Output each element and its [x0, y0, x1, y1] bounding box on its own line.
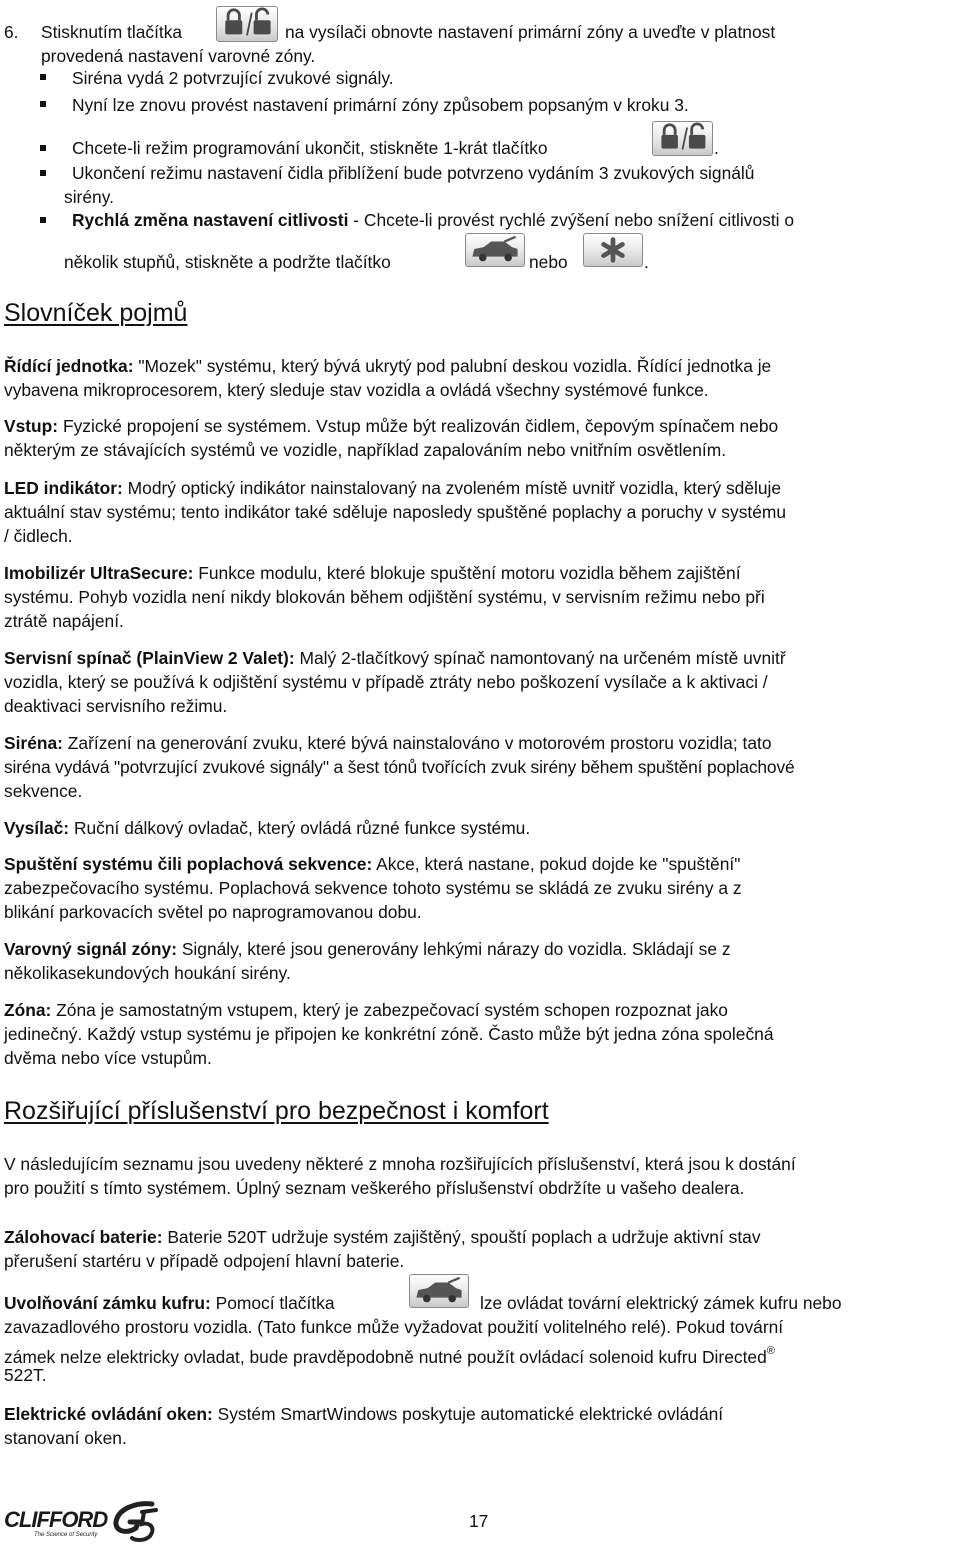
step-text-line1a: Stisknutím tlačítka [41, 22, 183, 42]
bullet-icon [40, 217, 46, 223]
bullet-5-nebo: nebo [529, 252, 568, 272]
term-definition: Malý 2-tlačítkový spínač namontovaný na určeném místě uvnitř [294, 648, 786, 668]
bullet-4-text-line2: sirény. [64, 187, 114, 207]
bullet-3-end: . [714, 138, 719, 158]
term-label: Siréna: [4, 733, 63, 753]
glossary-term-7 [4, 816, 530, 840]
term-label: Spuštění systému čili poplachová sekvence: [4, 854, 373, 874]
term-label: LED indikátor: [4, 478, 123, 498]
glossary-term-1 [4, 354, 771, 378]
lock-unlock-icon [216, 6, 278, 42]
bullet-5-bold: Rychlá změna nastavení citlivosti [72, 210, 349, 230]
term-label: Řídící jednotka: [4, 356, 134, 376]
term-definition-line: vozidla, který se používá k odjištění systému v případě ztráty nebo poškození vysílače a k aktivaci / [4, 672, 768, 692]
step-text-line1b: na vysílači obnovte nastavení primární zóny a uveďte v platnost [285, 22, 776, 42]
term-definition-line: stanovaní oken. [4, 1428, 127, 1448]
term-definition-line: jedinečný. Každý vstup systému je připojen ke konkrétní zóně. Často může být jedna zóna společná [4, 1024, 774, 1044]
term-definition: Pomocí tlačítka [210, 1293, 335, 1313]
accessory-2 [4, 1291, 335, 1315]
term-label: Uvolňování zámku kufru: [4, 1293, 211, 1313]
term-definition-line: přerušení startéru v případě odpojení hlavní baterie. [4, 1251, 405, 1271]
term-definition: Zařízení na generování zvuku, které bývá nainstalováno v motorovém prostoru vozidla; tato [62, 733, 772, 753]
g5-emblem-icon [108, 1500, 160, 1542]
glossary-term-3 [4, 476, 781, 500]
bullet-4-text-line1: Ukončení režimu nastavení čidla přiblížení bude potvrzeno vydáním 3 zvukových signálů [72, 163, 755, 183]
bullet-5-rest: - Chcete-li provést rychlé zvýšení nebo snížení citlivosti o [348, 210, 795, 230]
car-trunk-icon [409, 1274, 469, 1308]
bullet-icon [40, 170, 46, 176]
term-definition-line: siréna vydává "potvrzující zvukové signály" a šest tónů tvořících zvuk sirény během spuštění poplachové [4, 757, 795, 777]
term-definition: Signály, které jsou generovány lehkými nárazy do vozidla. Skládají se z [177, 939, 731, 959]
term-definition-line: ztrátě napájení. [4, 611, 124, 631]
step-text-line2: provedená nastavení varovné zóny. [41, 46, 316, 66]
accessory-3 [4, 1402, 723, 1426]
term-definition: "Mozek" systému, který bývá ukrytý pod palubní deskou vozidla. Řídící jednotka je [133, 356, 772, 376]
term-definition-line: deaktivaci servisního režimu. [4, 696, 228, 716]
term-definition: Funkce modulu, které blokuje spuštění motoru vozidla během zajištění [193, 563, 741, 583]
term-label: Zóna: [4, 1000, 52, 1020]
lock-unlock-icon [652, 121, 713, 156]
term-definition-line: systému. Pohyb vozidla není nikdy blokován během odjištění systému, v servisním režimu nebo při [4, 587, 765, 607]
step-number: 6. [4, 22, 19, 42]
term-definition-line: blikání parkovacích světel po naprogramovanou dobu. [4, 902, 422, 922]
bullet-2-text: Nyní lze znovu provést nastavení primární zóny způsobem popsaným v kroku 3. [72, 95, 689, 115]
glossary-term-5 [4, 646, 786, 670]
term-label: Elektrické ovládání oken: [4, 1404, 213, 1424]
term-definition-line: / čidlech. [4, 526, 73, 546]
accessories-intro-line2: pro použití s tímto systémem. Úplný seznam veškerého příslušenství obdržíte u vašeho dealera. [4, 1178, 745, 1198]
glossary-term-8 [4, 852, 740, 876]
bullet-icon [40, 101, 46, 107]
bullet-icon [40, 145, 46, 151]
logo-tagline: The Science of Security [34, 1532, 98, 1538]
bullet-5-text-line2: několik stupňů, stiskněte a podržte tlačítko [64, 252, 391, 272]
term-definition-line: 522T. [4, 1365, 47, 1385]
bullet-5-text-line1 [72, 208, 794, 232]
term-definition: Akce, která nastane, pokud dojde ke "spuštění" [372, 854, 741, 874]
bullet-3-text: Chcete-li režim programování ukončit, stiskněte 1-krát tlačítko [72, 138, 548, 158]
term-definition-line: vybavena mikroprocesorem, který sleduje stav vozidla a ovládá všechny systémové funkce. [4, 380, 709, 400]
glossary-term-10 [4, 998, 728, 1022]
accessories-title: Rozšiřující příslušenství pro bezpečnost i komfort [4, 1097, 549, 1125]
term-label: Vstup: [4, 416, 59, 436]
term-label: Vysílač: [4, 818, 70, 838]
glossary-term-2 [4, 414, 778, 438]
term-definition: Ruční dálkový ovladač, který ovládá různé funkce systému. [69, 818, 531, 838]
term-definition: lze ovládat tovární elektrický zámek kufru nebo [480, 1293, 842, 1313]
term-definition: Baterie 520T udržuje systém zajištěný, spouští poplach a udržuje aktivní stav [162, 1227, 761, 1247]
glossary-term-4 [4, 561, 741, 585]
term-definition: zámek nelze elektricky ovladat, bude pravděpodobně nutné použít ovládací solenoid kufru Directed [4, 1347, 767, 1367]
accessories-intro-line1: V následujícím seznamu jsou uvedeny některé z mnoha rozšiřujících příslušenství, která jsou k dostání [4, 1154, 796, 1174]
glossary-term-9 [4, 937, 731, 961]
glossary-title: Slovníček pojmů [4, 299, 188, 327]
term-definition-line: několikasekundových houkání sirény. [4, 963, 291, 983]
term-definition: Zóna je samostatným vstupem, který je zabezpečovací systém schopen rozpoznat jako [51, 1000, 728, 1020]
term-definition-line: aktuální stav systému; tento indikátor také sděluje naposledy spuštěné poplachy a poruchy v systému [4, 502, 787, 522]
car-trunk-icon [465, 233, 525, 267]
accessory-1 [4, 1225, 761, 1249]
bullet-icon [40, 74, 46, 80]
term-definition-line: dvěma nebo více vstupům. [4, 1048, 212, 1068]
term-label: Varovný signál zóny: [4, 939, 177, 959]
term-definition: Fyzické propojení se systémem. Vstup může být realizován čidlem, čepovým spínačem nebo [58, 416, 779, 436]
glossary-term-6 [4, 731, 772, 755]
term-label: Zálohovací baterie: [4, 1227, 163, 1247]
term-label: Imobilizér UltraSecure: [4, 563, 194, 583]
term-definition: Systém SmartWindows poskytuje automatické elektrické ovládání [212, 1404, 724, 1424]
term-definition-line [4, 1339, 775, 1369]
page-number: 17 [469, 1511, 489, 1531]
bullet-1-text: Siréna vydá 2 potvrzující zvukové signály. [72, 68, 394, 88]
term-definition-line: sekvence. [4, 781, 83, 801]
asterisk-icon [583, 233, 643, 267]
term-definition-line: některým ze stávajících systémů ve vozidle, například zapalováním nebo vnitřním osvětlením. [4, 440, 727, 460]
registered-mark: ® [766, 1345, 775, 1357]
term-definition-line: zavazadlového prostoru vozidla. (Tato funkce může vyžadovat použití volitelného relé). Pokud tovární [4, 1317, 784, 1337]
term-label: Servisní spínač (PlainView 2 Valet): [4, 648, 295, 668]
bullet-5-end: . [644, 252, 649, 272]
clifford-logo [4, 1500, 164, 1544]
logo-wordmark: CLIFFORD [4, 1507, 108, 1532]
term-definition: Modrý optický indikátor nainstalovaný na zvoleném místě uvnitř vozidla, který sděluje [122, 478, 782, 498]
term-definition-line: zabezpečovacího systému. Poplachová sekvence tohoto systému se skládá ze zvuku sirény a z [4, 878, 742, 898]
